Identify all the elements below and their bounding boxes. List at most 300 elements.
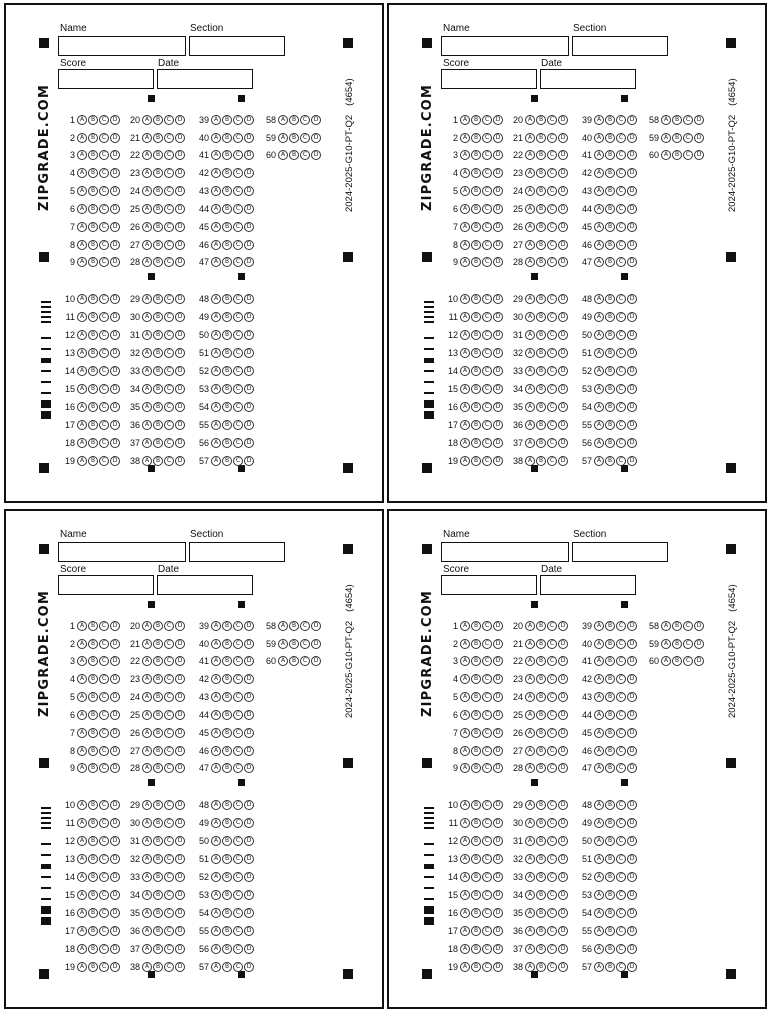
answer-bubble[interactable]: C — [164, 854, 174, 864]
answer-bubble[interactable]: D — [175, 330, 185, 340]
answer-bubble[interactable]: C — [233, 710, 243, 720]
answer-bubble[interactable]: D — [493, 222, 503, 232]
answer-bubble[interactable]: D — [558, 330, 568, 340]
answer-bubble[interactable]: D — [110, 456, 120, 466]
answer-bubble[interactable]: B — [222, 294, 232, 304]
answer-bubble[interactable]: C — [547, 944, 557, 954]
answer-bubble[interactable]: D — [244, 348, 254, 358]
answer-bubble[interactable]: D — [175, 294, 185, 304]
answer-bubble[interactable]: D — [244, 656, 254, 666]
answer-bubble[interactable]: C — [616, 746, 626, 756]
answer-bubble[interactable]: B — [88, 872, 98, 882]
answer-bubble[interactable]: B — [222, 366, 232, 376]
answer-bubble[interactable]: C — [300, 150, 310, 160]
answer-bubble[interactable]: D — [493, 746, 503, 756]
answer-bubble[interactable]: C — [99, 854, 109, 864]
answer-bubble[interactable]: D — [627, 240, 637, 250]
answer-bubble[interactable]: D — [244, 222, 254, 232]
answer-bubble[interactable]: C — [164, 348, 174, 358]
answer-bubble[interactable]: B — [222, 746, 232, 756]
answer-bubble[interactable]: D — [493, 240, 503, 250]
answer-bubble[interactable]: B — [536, 908, 546, 918]
answer-bubble[interactable]: B — [88, 944, 98, 954]
answer-bubble[interactable]: C — [233, 438, 243, 448]
answer-bubble[interactable]: B — [153, 115, 163, 125]
answer-bubble[interactable]: C — [233, 818, 243, 828]
answer-bubble[interactable]: B — [153, 420, 163, 430]
answer-bubble[interactable]: D — [493, 692, 503, 702]
answer-bubble[interactable]: B — [605, 222, 615, 232]
answer-bubble[interactable]: C — [233, 692, 243, 702]
answer-bubble[interactable]: C — [233, 330, 243, 340]
answer-bubble[interactable]: C — [547, 818, 557, 828]
answer-bubble[interactable]: B — [605, 240, 615, 250]
answer-bubble[interactable]: B — [471, 257, 481, 267]
answer-bubble[interactable]: B — [471, 168, 481, 178]
answer-bubble[interactable]: B — [536, 639, 546, 649]
answer-bubble[interactable]: B — [88, 639, 98, 649]
answer-bubble[interactable]: A — [77, 890, 87, 900]
answer-bubble[interactable]: C — [616, 872, 626, 882]
answer-bubble[interactable]: C — [482, 890, 492, 900]
answer-bubble[interactable]: D — [558, 456, 568, 466]
answer-bubble[interactable]: B — [222, 763, 232, 773]
answer-bubble[interactable]: B — [88, 692, 98, 702]
answer-bubble[interactable]: C — [99, 384, 109, 394]
answer-bubble[interactable]: D — [244, 257, 254, 267]
answer-bubble[interactable]: C — [482, 800, 492, 810]
answer-bubble[interactable]: B — [536, 818, 546, 828]
answer-bubble[interactable]: D — [558, 204, 568, 214]
answer-bubble[interactable]: C — [99, 168, 109, 178]
answer-bubble[interactable]: B — [536, 890, 546, 900]
answer-bubble[interactable]: A — [460, 746, 470, 756]
answer-bubble[interactable]: C — [99, 639, 109, 649]
answer-bubble[interactable]: B — [605, 330, 615, 340]
answer-bubble[interactable]: C — [616, 890, 626, 900]
answer-bubble[interactable]: D — [244, 710, 254, 720]
answer-bubble[interactable]: C — [616, 133, 626, 143]
answer-bubble[interactable]: B — [153, 710, 163, 720]
answer-bubble[interactable]: D — [110, 420, 120, 430]
answer-bubble[interactable]: D — [110, 240, 120, 250]
answer-bubble[interactable]: B — [605, 639, 615, 649]
answer-bubble[interactable]: C — [482, 944, 492, 954]
answer-bubble[interactable]: A — [77, 926, 87, 936]
answer-bubble[interactable]: D — [244, 402, 254, 412]
answer-bubble[interactable]: C — [164, 944, 174, 954]
answer-bubble[interactable]: D — [627, 800, 637, 810]
answer-bubble[interactable]: D — [627, 456, 637, 466]
answer-bubble[interactable]: A — [460, 384, 470, 394]
answer-bubble[interactable]: D — [493, 456, 503, 466]
answer-bubble[interactable]: A — [594, 621, 604, 631]
answer-bubble[interactable]: D — [110, 330, 120, 340]
answer-bubble[interactable]: A — [661, 115, 671, 125]
answer-bubble[interactable]: C — [300, 133, 310, 143]
answer-bubble[interactable]: D — [558, 926, 568, 936]
answer-bubble[interactable]: A — [525, 800, 535, 810]
answer-bubble[interactable]: C — [233, 366, 243, 376]
answer-bubble[interactable]: C — [164, 836, 174, 846]
answer-bubble[interactable]: D — [311, 150, 321, 160]
answer-bubble[interactable]: B — [471, 818, 481, 828]
answer-bubble[interactable]: D — [493, 639, 503, 649]
answer-bubble[interactable]: B — [536, 384, 546, 394]
answer-bubble[interactable]: C — [482, 818, 492, 828]
answer-bubble[interactable]: A — [142, 800, 152, 810]
answer-bubble[interactable]: C — [547, 890, 557, 900]
answer-bubble[interactable]: A — [278, 639, 288, 649]
answer-bubble[interactable]: D — [627, 836, 637, 846]
answer-bubble[interactable]: D — [558, 674, 568, 684]
answer-bubble[interactable]: A — [525, 692, 535, 702]
answer-bubble[interactable]: D — [110, 621, 120, 631]
answer-bubble[interactable]: A — [142, 330, 152, 340]
answer-bubble[interactable]: C — [233, 294, 243, 304]
answer-bubble[interactable]: A — [525, 962, 535, 972]
answer-bubble[interactable]: A — [460, 204, 470, 214]
answer-bubble[interactable]: D — [244, 854, 254, 864]
answer-bubble[interactable]: C — [547, 222, 557, 232]
answer-bubble[interactable]: D — [110, 854, 120, 864]
answer-bubble[interactable]: D — [175, 890, 185, 900]
answer-bubble[interactable]: B — [536, 674, 546, 684]
answer-bubble[interactable]: B — [222, 150, 232, 160]
answer-bubble[interactable]: D — [627, 115, 637, 125]
answer-bubble[interactable]: B — [672, 639, 682, 649]
answer-bubble[interactable]: C — [482, 872, 492, 882]
answer-bubble[interactable]: D — [694, 621, 704, 631]
answer-bubble[interactable]: A — [460, 908, 470, 918]
answer-bubble[interactable]: D — [110, 150, 120, 160]
answer-bubble[interactable]: D — [493, 420, 503, 430]
answer-bubble[interactable]: A — [594, 330, 604, 340]
answer-bubble[interactable]: A — [594, 420, 604, 430]
answer-bubble[interactable]: B — [153, 222, 163, 232]
answer-bubble[interactable]: C — [300, 656, 310, 666]
answer-bubble[interactable]: A — [594, 692, 604, 702]
answer-bubble[interactable]: B — [471, 312, 481, 322]
answer-bubble[interactable]: D — [175, 621, 185, 631]
answer-bubble[interactable]: D — [627, 438, 637, 448]
answer-bubble[interactable]: D — [558, 854, 568, 864]
answer-bubble[interactable]: A — [525, 836, 535, 846]
answer-bubble[interactable]: B — [88, 854, 98, 864]
answer-bubble[interactable]: B — [536, 728, 546, 738]
answer-bubble[interactable]: B — [672, 115, 682, 125]
answer-bubble[interactable]: D — [175, 728, 185, 738]
answer-bubble[interactable]: B — [222, 890, 232, 900]
answer-bubble[interactable]: A — [594, 222, 604, 232]
answer-bubble[interactable]: C — [233, 836, 243, 846]
answer-bubble[interactable]: A — [525, 420, 535, 430]
answer-bubble[interactable]: D — [110, 222, 120, 232]
answer-bubble[interactable]: D — [493, 818, 503, 828]
answer-bubble[interactable]: B — [222, 204, 232, 214]
answer-bubble[interactable]: A — [460, 656, 470, 666]
answer-bubble[interactable]: D — [244, 384, 254, 394]
answer-bubble[interactable]: B — [222, 639, 232, 649]
answer-bubble[interactable]: A — [142, 674, 152, 684]
answer-bubble[interactable]: B — [88, 456, 98, 466]
answer-bubble[interactable]: D — [694, 133, 704, 143]
answer-bubble[interactable]: A — [211, 294, 221, 304]
answer-bubble[interactable]: B — [222, 836, 232, 846]
answer-bubble[interactable]: D — [244, 621, 254, 631]
answer-bubble[interactable]: C — [616, 621, 626, 631]
answer-bubble[interactable]: A — [142, 438, 152, 448]
answer-bubble[interactable]: B — [88, 240, 98, 250]
answer-bubble[interactable]: D — [110, 639, 120, 649]
answer-bubble[interactable]: C — [547, 294, 557, 304]
answer-bubble[interactable]: A — [211, 674, 221, 684]
answer-bubble[interactable]: D — [558, 890, 568, 900]
answer-bubble[interactable]: D — [627, 222, 637, 232]
answer-bubble[interactable]: C — [233, 115, 243, 125]
answer-bubble[interactable]: B — [536, 800, 546, 810]
answer-bubble[interactable]: A — [142, 222, 152, 232]
answer-bubble[interactable]: D — [558, 257, 568, 267]
answer-bubble[interactable]: C — [482, 402, 492, 412]
answer-bubble[interactable]: D — [110, 962, 120, 972]
answer-bubble[interactable]: A — [142, 872, 152, 882]
answer-bubble[interactable]: A — [525, 908, 535, 918]
answer-bubble[interactable]: D — [627, 746, 637, 756]
answer-bubble[interactable]: C — [164, 656, 174, 666]
answer-bubble[interactable]: D — [311, 115, 321, 125]
answer-bubble[interactable]: D — [110, 186, 120, 196]
answer-bubble[interactable]: A — [594, 908, 604, 918]
answer-bubble[interactable]: D — [627, 908, 637, 918]
answer-bubble[interactable]: C — [482, 204, 492, 214]
answer-bubble[interactable]: D — [558, 115, 568, 125]
answer-bubble[interactable]: B — [88, 294, 98, 304]
answer-bubble[interactable]: B — [153, 854, 163, 864]
answer-bubble[interactable]: B — [222, 710, 232, 720]
answer-bubble[interactable]: D — [558, 621, 568, 631]
answer-bubble[interactable]: C — [547, 330, 557, 340]
answer-bubble[interactable]: B — [605, 150, 615, 160]
answer-bubble[interactable]: D — [244, 639, 254, 649]
answer-bubble[interactable]: A — [211, 656, 221, 666]
answer-bubble[interactable]: C — [547, 674, 557, 684]
answer-bubble[interactable]: C — [616, 656, 626, 666]
answer-bubble[interactable]: C — [616, 728, 626, 738]
answer-bubble[interactable]: C — [99, 133, 109, 143]
answer-bubble[interactable]: A — [77, 908, 87, 918]
answer-bubble[interactable]: A — [142, 908, 152, 918]
answer-bubble[interactable]: D — [493, 438, 503, 448]
answer-bubble[interactable]: A — [594, 186, 604, 196]
answer-bubble[interactable]: D — [175, 312, 185, 322]
answer-bubble[interactable]: C — [164, 710, 174, 720]
answer-bubble[interactable]: C — [99, 150, 109, 160]
answer-bubble[interactable]: A — [594, 115, 604, 125]
answer-bubble[interactable]: B — [471, 115, 481, 125]
answer-bubble[interactable]: B — [605, 420, 615, 430]
answer-bubble[interactable]: A — [211, 133, 221, 143]
answer-bubble[interactable]: C — [482, 420, 492, 430]
answer-bubble[interactable]: C — [99, 456, 109, 466]
answer-bubble[interactable]: A — [525, 944, 535, 954]
answer-bubble[interactable]: C — [482, 186, 492, 196]
answer-bubble[interactable]: A — [525, 872, 535, 882]
answer-bubble[interactable]: A — [525, 656, 535, 666]
answer-bubble[interactable]: B — [153, 402, 163, 412]
answer-bubble[interactable]: D — [110, 438, 120, 448]
answer-bubble[interactable]: A — [594, 133, 604, 143]
answer-bubble[interactable]: A — [460, 854, 470, 864]
answer-bubble[interactable]: C — [300, 639, 310, 649]
answer-bubble[interactable]: A — [460, 186, 470, 196]
answer-bubble[interactable]: A — [142, 710, 152, 720]
answer-bubble[interactable]: A — [594, 818, 604, 828]
answer-bubble[interactable]: D — [558, 746, 568, 756]
answer-bubble[interactable]: D — [110, 115, 120, 125]
answer-bubble[interactable]: D — [244, 420, 254, 430]
answer-bubble[interactable]: B — [153, 456, 163, 466]
answer-bubble[interactable]: C — [164, 728, 174, 738]
answer-bubble[interactable]: A — [77, 366, 87, 376]
answer-bubble[interactable]: A — [525, 240, 535, 250]
answer-bubble[interactable]: B — [536, 763, 546, 773]
answer-bubble[interactable]: A — [460, 150, 470, 160]
answer-bubble[interactable]: D — [175, 962, 185, 972]
answer-bubble[interactable]: A — [661, 656, 671, 666]
answer-bubble[interactable]: B — [88, 908, 98, 918]
answer-bubble[interactable]: C — [99, 763, 109, 773]
answer-bubble[interactable]: C — [233, 746, 243, 756]
answer-bubble[interactable]: D — [558, 420, 568, 430]
answer-bubble[interactable]: A — [594, 312, 604, 322]
answer-bubble[interactable]: A — [211, 800, 221, 810]
answer-bubble[interactable]: C — [616, 420, 626, 430]
answer-bubble[interactable]: A — [460, 872, 470, 882]
answer-bubble[interactable]: C — [482, 656, 492, 666]
answer-bubble[interactable]: C — [547, 639, 557, 649]
answer-bubble[interactable]: C — [547, 186, 557, 196]
answer-bubble[interactable]: C — [482, 674, 492, 684]
answer-bubble[interactable]: A — [77, 204, 87, 214]
answer-bubble[interactable]: C — [164, 257, 174, 267]
answer-bubble[interactable]: D — [110, 908, 120, 918]
answer-bubble[interactable]: D — [493, 656, 503, 666]
answer-bubble[interactable]: A — [460, 621, 470, 631]
answer-bubble[interactable]: C — [616, 926, 626, 936]
answer-bubble[interactable]: A — [460, 294, 470, 304]
answer-bubble[interactable]: A — [77, 438, 87, 448]
answer-bubble[interactable]: C — [233, 639, 243, 649]
answer-bubble[interactable]: C — [482, 222, 492, 232]
answer-bubble[interactable]: D — [493, 294, 503, 304]
answer-bubble[interactable]: D — [558, 728, 568, 738]
answer-bubble[interactable]: D — [558, 186, 568, 196]
answer-bubble[interactable]: C — [233, 150, 243, 160]
answer-bubble[interactable]: B — [605, 115, 615, 125]
answer-bubble[interactable]: A — [525, 150, 535, 160]
answer-bubble[interactable]: D — [694, 150, 704, 160]
answer-bubble[interactable]: A — [594, 366, 604, 376]
answer-bubble[interactable]: D — [244, 890, 254, 900]
answer-bubble[interactable]: A — [594, 944, 604, 954]
answer-bubble[interactable]: A — [77, 330, 87, 340]
answer-bubble[interactable]: C — [547, 240, 557, 250]
answer-bubble[interactable]: C — [99, 186, 109, 196]
answer-bubble[interactable]: B — [289, 639, 299, 649]
answer-bubble[interactable]: B — [471, 402, 481, 412]
answer-bubble[interactable]: A — [77, 656, 87, 666]
answer-bubble[interactable]: D — [558, 908, 568, 918]
answer-bubble[interactable]: B — [88, 836, 98, 846]
answer-bubble[interactable]: C — [482, 908, 492, 918]
answer-bubble[interactable]: B — [153, 674, 163, 684]
answer-bubble[interactable]: A — [77, 763, 87, 773]
answer-bubble[interactable]: B — [222, 908, 232, 918]
answer-bubble[interactable]: B — [605, 962, 615, 972]
answer-bubble[interactable]: B — [222, 438, 232, 448]
answer-bubble[interactable]: D — [558, 800, 568, 810]
answer-bubble[interactable]: C — [99, 890, 109, 900]
answer-bubble[interactable]: B — [222, 944, 232, 954]
answer-bubble[interactable]: C — [164, 312, 174, 322]
answer-bubble[interactable]: A — [142, 656, 152, 666]
answer-bubble[interactable]: D — [175, 746, 185, 756]
answer-bubble[interactable]: A — [460, 133, 470, 143]
date-field[interactable] — [540, 575, 636, 595]
answer-bubble[interactable]: D — [244, 818, 254, 828]
answer-bubble[interactable]: B — [536, 366, 546, 376]
answer-bubble[interactable]: B — [536, 294, 546, 304]
answer-bubble[interactable]: C — [233, 890, 243, 900]
answer-bubble[interactable]: C — [99, 674, 109, 684]
answer-bubble[interactable]: D — [175, 168, 185, 178]
answer-bubble[interactable]: B — [471, 890, 481, 900]
answer-bubble[interactable]: B — [153, 621, 163, 631]
answer-bubble[interactable]: A — [594, 168, 604, 178]
answer-bubble[interactable]: D — [493, 330, 503, 340]
answer-bubble[interactable]: B — [471, 438, 481, 448]
answer-bubble[interactable]: C — [164, 456, 174, 466]
answer-bubble[interactable]: A — [525, 348, 535, 358]
answer-bubble[interactable]: B — [153, 366, 163, 376]
answer-bubble[interactable]: D — [493, 150, 503, 160]
answer-bubble[interactable]: C — [547, 728, 557, 738]
answer-bubble[interactable]: C — [233, 402, 243, 412]
answer-bubble[interactable]: C — [233, 674, 243, 684]
answer-bubble[interactable]: D — [175, 854, 185, 864]
answer-bubble[interactable]: C — [233, 168, 243, 178]
answer-bubble[interactable]: B — [88, 420, 98, 430]
answer-bubble[interactable]: A — [460, 456, 470, 466]
answer-bubble[interactable]: B — [88, 926, 98, 936]
answer-bubble[interactable]: A — [594, 800, 604, 810]
answer-bubble[interactable]: B — [153, 763, 163, 773]
answer-bubble[interactable]: C — [99, 294, 109, 304]
answer-bubble[interactable]: B — [222, 728, 232, 738]
answer-bubble[interactable]: C — [233, 384, 243, 394]
answer-bubble[interactable]: A — [594, 240, 604, 250]
answer-bubble[interactable]: B — [88, 402, 98, 412]
answer-bubble[interactable]: C — [99, 366, 109, 376]
answer-bubble[interactable]: A — [142, 890, 152, 900]
answer-bubble[interactable]: B — [536, 944, 546, 954]
answer-bubble[interactable]: D — [175, 710, 185, 720]
answer-bubble[interactable]: B — [222, 420, 232, 430]
answer-bubble[interactable]: C — [547, 656, 557, 666]
answer-bubble[interactable]: D — [244, 240, 254, 250]
answer-bubble[interactable]: B — [153, 150, 163, 160]
